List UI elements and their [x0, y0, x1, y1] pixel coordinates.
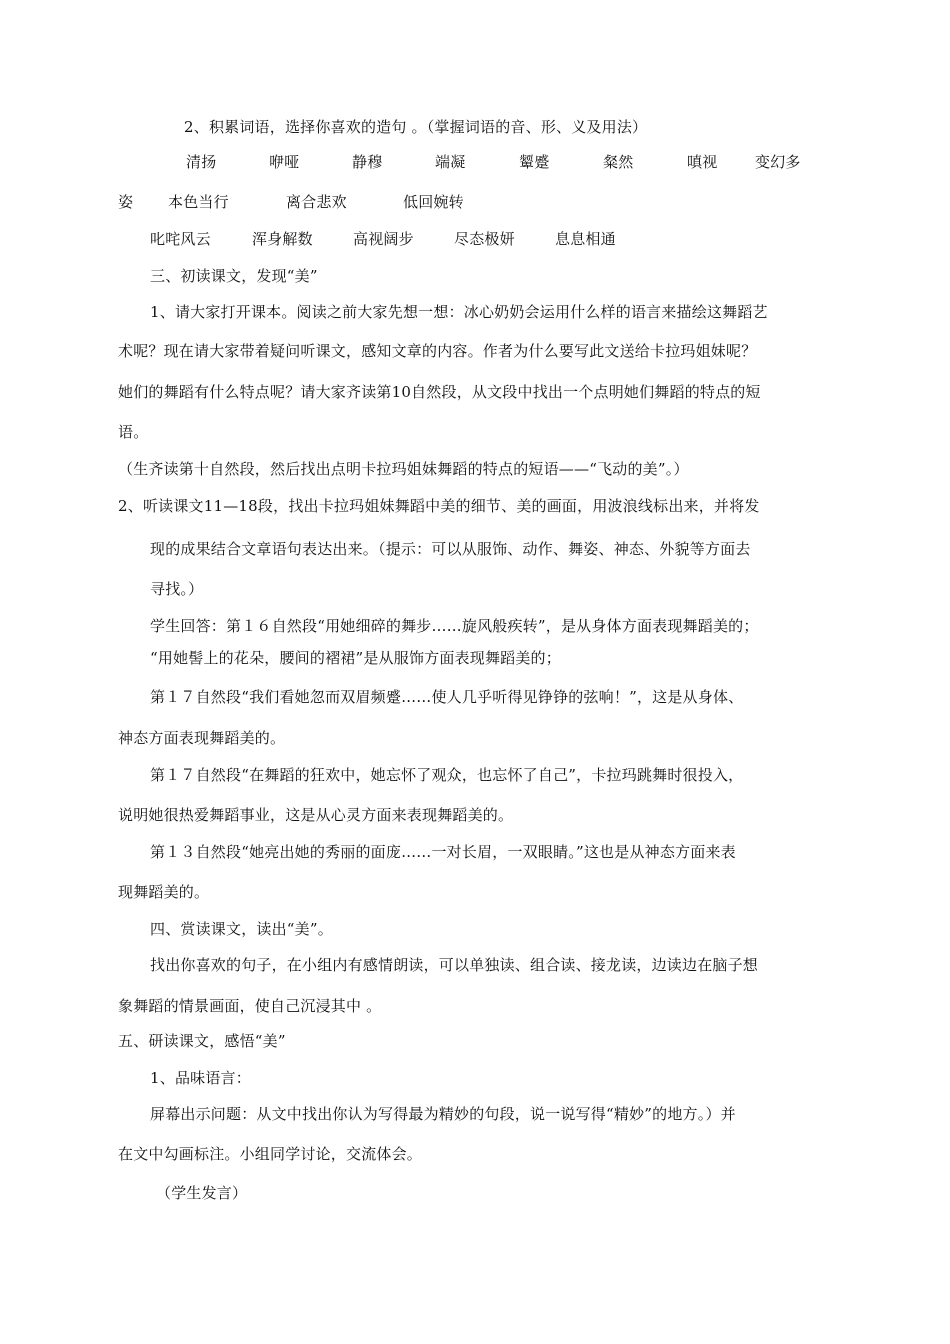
student-speech-note: （学生发言） — [156, 1184, 248, 1202]
answer-line: 学生回答：第１６自然段“用她细碎的舞步……旋风般疾转”，是从身体方面表现舞蹈美的； — [150, 617, 759, 635]
paragraph-line: 她们的舞蹈有什么特点呢？请大家齐读第10自然段，从文段中找出一个点明她们舞蹈的特点的短 — [118, 383, 761, 401]
paragraph-line: 1、请大家打开课本。阅读之前大家先想一想：冰心奶奶会运用什么样的语言来描绘这舞蹈艺 — [150, 303, 768, 321]
vocab-word: 叱咤风云 — [150, 230, 211, 248]
paragraph-line: 2、听读课文11—18段，找出卡拉玛姐妹舞蹈中美的细节、美的画面，用波浪线标出来，并将发 — [118, 497, 760, 515]
answer-line: 说明她很热爱舞蹈事业，这是从心灵方面来表现舞蹈美的。 — [118, 806, 514, 824]
vocab-word: 低回婉转 — [403, 193, 464, 211]
answer-line: 现舞蹈美的。 — [118, 883, 210, 901]
vocab-word: 浑身解数 — [252, 230, 313, 248]
section-4-title: 四、赏读课文，读出“美”。 — [150, 920, 333, 938]
vocab-word: 变幻多 — [755, 153, 801, 171]
section-3-title: 三、初读课文，发现“美” — [150, 267, 318, 285]
vocab-word: 高视阔步 — [353, 230, 414, 248]
answer-line: 第１７自然段“我们看她忽而双眉频蹙……使人几乎听得见铮铮的弦响！”，这是从身体、 — [150, 688, 744, 706]
vocab-word: 粲然 — [603, 153, 634, 171]
answer-line: 第１３自然段“她亮出她的秀丽的面庞……一对长眉，一双眼睛。”这也是从神态方面来表 — [150, 843, 736, 861]
paragraph-line: 语。 — [118, 423, 149, 441]
answer-line: “用她髻上的花朵，腰间的褶裙”是从服饰方面表现舞蹈美的； — [150, 649, 561, 667]
vocab-word: 颦蹙 — [519, 153, 550, 171]
section-5-title: 五、研读课文，感悟“美” — [118, 1032, 286, 1050]
paragraph-line: 在文中勾画标注。小组同学讨论，交流体会。 — [118, 1145, 423, 1163]
paragraph-line: 象舞蹈的情景画面，使自己沉浸其中 。 — [118, 997, 382, 1015]
vocab-heading: 2、积累词语，选择你喜欢的造句 。（掌握词语的音、形、义及用法） — [184, 118, 648, 136]
paragraph-line: 术呢？现在请大家带着疑问听课文，感知文章的内容。作者为什么要写此文送给卡拉玛姐妹呢？ — [118, 342, 757, 360]
paragraph-line: 现的成果结合文章语句表达出来。（提示：可以从服饰、动作、舞姿、神态、外貌等方面去 — [150, 540, 751, 558]
note-line: （生齐读第十自然段，然后找出点明卡拉玛姐妹舞蹈的特点的短语——“飞动的美”。） — [118, 460, 689, 478]
vocab-word: 息息相通 — [555, 230, 616, 248]
vocab-word: 清扬 — [186, 153, 217, 171]
paragraph-line: 找出你喜欢的句子，在小组内有感情朗读，可以单独读、组合读、接龙读，边读边在脑子想 — [150, 956, 759, 974]
subsection-title: 1、品味语言： — [150, 1069, 251, 1087]
answer-line: 神态方面表现舞蹈美的。 — [118, 729, 286, 747]
vocab-word: 嗔视 — [687, 153, 718, 171]
paragraph-line: 屏幕出示问题：从文中找出你认为写得最为精妙的句段，说一说写得“精妙”的地方。）并 — [150, 1105, 736, 1123]
paragraph-line: 寻找。） — [150, 580, 204, 598]
vocab-word: 尽态极妍 — [454, 230, 515, 248]
vocab-word: 离合悲欢 — [286, 193, 347, 211]
vocab-word: 本色当行 — [168, 193, 229, 211]
vocab-word: 姿 — [118, 193, 134, 211]
vocab-word: 静穆 — [352, 153, 383, 171]
vocab-word: 端凝 — [435, 153, 466, 171]
answer-line: 第１７自然段“在舞蹈的狂欢中，她忘怀了观众，也忘怀了自己”，卡拉玛跳舞时很投入， — [150, 766, 744, 784]
vocab-word: 咿哑 — [269, 153, 300, 171]
